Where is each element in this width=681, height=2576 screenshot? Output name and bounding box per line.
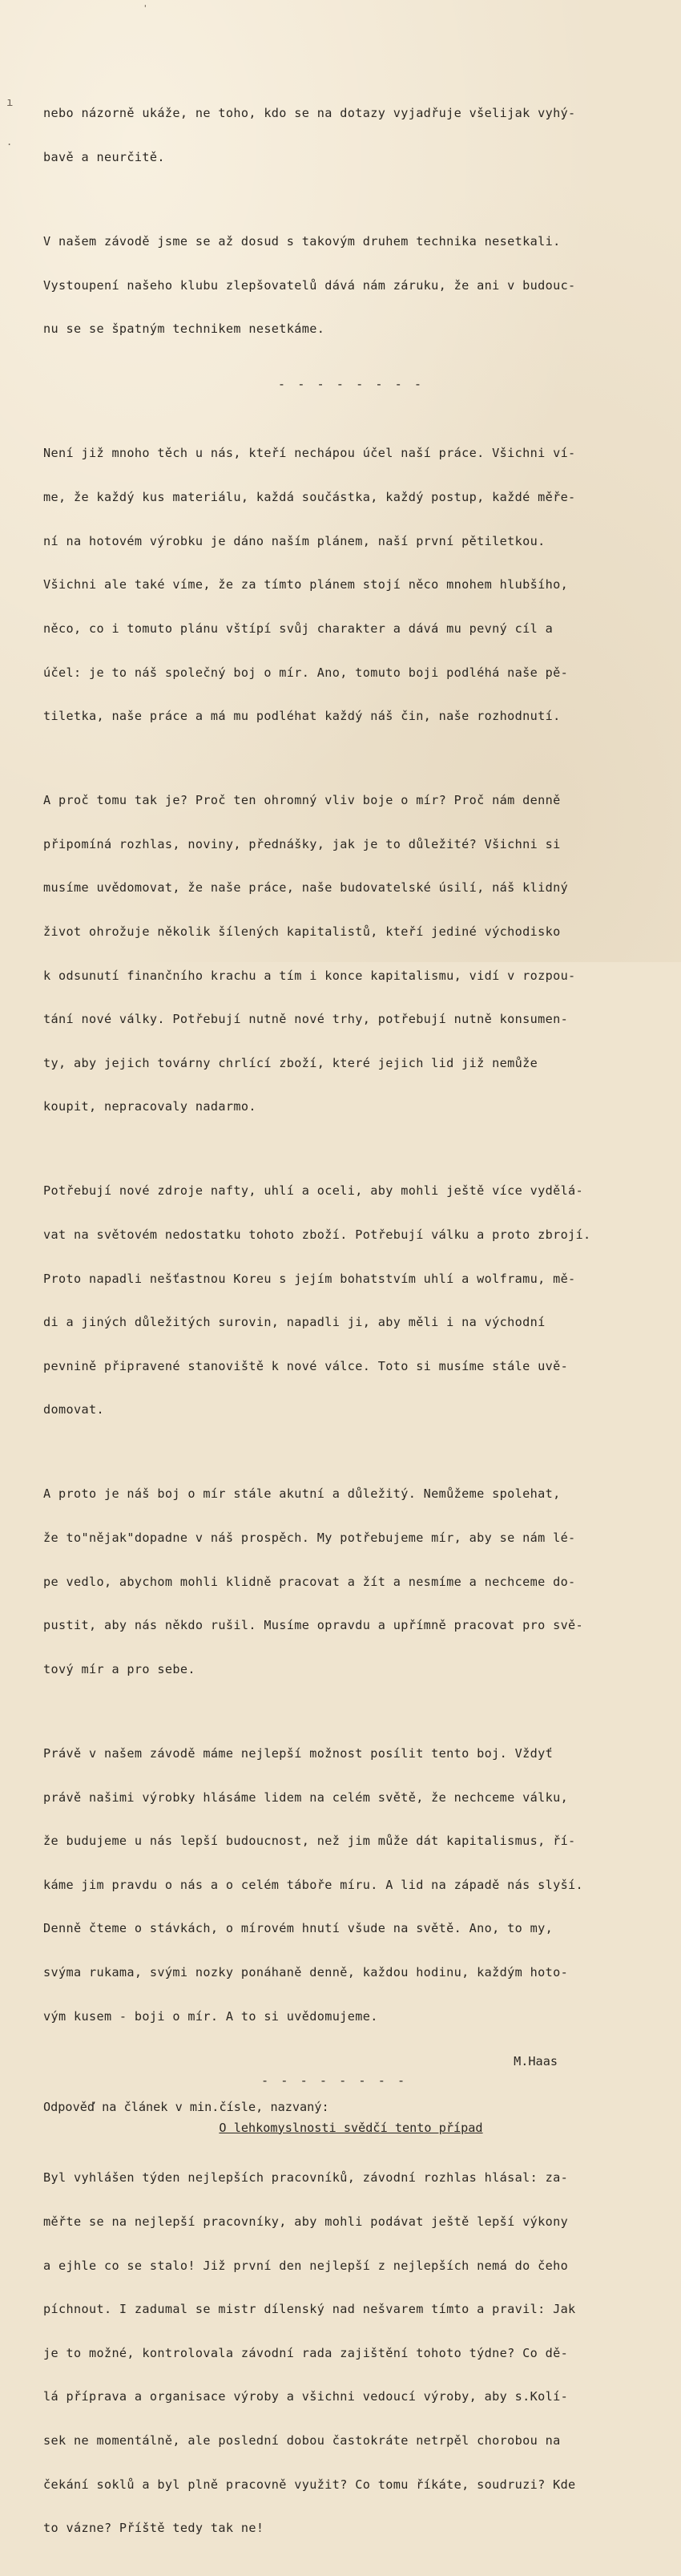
margin-mark: ' <box>143 3 148 14</box>
text-line: V našem závodě jsme se až dosud s takovým druhem technika nesetkali. <box>43 234 561 249</box>
text-line: účel: je to náš společný boj o mír. Ano, tomuto boji podléhá naše pě- <box>43 665 569 680</box>
text-line: di a jiných důležitých surovin, napadli ji, aby měli i na východní <box>43 1315 546 1330</box>
text-line: tání nové války. Potřebují nutně nové trhy, potřebují nutně konsumen- <box>43 1012 569 1027</box>
text-line: čekání soklů a byl plně pracovně využit? Co tomu říkáte, soudruzi? Kde <box>43 2477 576 2492</box>
text-line: měřte se na nejlepší pracovníky, aby mohli podávat ještě lepší výkony <box>43 2214 569 2230</box>
margin-mark: . <box>6 136 13 148</box>
text-line: k odsunutí finančního krachu a tím i konce kapitalismu, vidí v rozpou- <box>43 968 576 983</box>
response-heading: Odpověď na článek v min.čísle, nazvaný: <box>43 2099 329 2114</box>
text-line: ty, aby jejich továrny chrlící zboží, které jejich lid již nemůže <box>43 1055 538 1070</box>
text-line: nu se se špatným technikem nesetkáme. <box>43 321 325 337</box>
section-divider: - - - - - - - - <box>277 376 425 391</box>
text-line: A proto je náš boj o mír stále akutní a důležitý. Nemůžeme spolehat, <box>43 1486 561 1502</box>
text-line: me, že každý kus materiálu, každá součástka, každý postup, každé měře- <box>43 490 576 505</box>
text-line: to vázne? Příště tedy tak ne! <box>43 2521 264 2536</box>
text-line: bavě a neurčitě. <box>43 150 165 165</box>
author-signature: M.Haas <box>514 2054 558 2069</box>
article1-paragraph-1 <box>43 77 659 194</box>
text-line: sek ne momentálně, ale poslední dobou častokráte netrpěl chorobou na <box>43 2433 561 2449</box>
text-line: koupit, nepracovaly nadarmo. <box>43 1099 256 1114</box>
article2-paragraph-3 <box>43 1155 659 1446</box>
text-line: Denně čteme o stávkách, o mírovém hnutí všude na světě. Ano, to my, <box>43 1921 554 1936</box>
text-line: vým kusem - boji o mír. A to si uvědomujeme. <box>43 2008 378 2024</box>
text-line: ní na hotovém výrobku je dáno naším plánem, naší první pětiletkou. <box>43 533 546 548</box>
text-line: nebo názorně ukáže, ne toho, kdo se na dotazy vyjadřuje všelijak vyhý- <box>43 106 576 121</box>
text-line: pevnině připravené stanoviště k nové válce. Toto si musíme stále uvě- <box>43 1358 569 1373</box>
text-line: a ejhle co se stalo! Již první den nejlepší z nejlepších nemá do čeho <box>43 2258 569 2273</box>
text-line: lá příprava a organisace výroby a všichni vedoucí výroby, aby s.Kolí- <box>43 2389 569 2404</box>
text-line: káme jim pravdu o nás a o celém táboře míru. A lid na západě nás slyší. <box>43 1877 584 1892</box>
text-line: že budujeme u nás lepší budoucnost, než jim může dát kapitalismus, ří- <box>43 1834 576 1849</box>
text-line: připomíná rozhlas, noviny, přednášky, jak je to důležité? Všichni si <box>43 836 561 851</box>
section-divider: - - - - - - - - <box>261 2073 408 2089</box>
text-line: něco, co i tomuto plánu vštípí svůj charakter a dává mu pevný cíl a <box>43 621 554 636</box>
text-line: Potřebují nové zdroje nafty, uhlí a oceli, aby mohli ještě více vydělá- <box>43 1183 584 1199</box>
text-line: život ohrožuje několik šílených kapitalistů, kteří jediné východisko <box>43 924 561 939</box>
text-line: tiletka, naše práce a má mu podléhat každý náš čin, naše rozhodnutí. <box>43 709 561 724</box>
text-line: Není již mnoho těch u nás, kteří nechápou účel naší práce. Všichni ví- <box>43 446 576 461</box>
text-line: pe vedlo, abychom mohli klidně pracovat a žít a nesmíme a nechceme do- <box>43 1574 576 1589</box>
article1-paragraph-2 <box>43 205 659 366</box>
article2-paragraph-5 <box>43 1717 659 2053</box>
text-line: pustit, aby nás někdo rušil. Musíme opravdu a upřímně pracovat pro svě- <box>43 1618 584 1633</box>
text-line: Proto napadli nešťastnou Koreu s jejím bohatstvím uhlí a wolframu, mě- <box>43 1271 576 1286</box>
text-line: tový mír a pro sebe. <box>43 1661 195 1676</box>
article2-paragraph-4 <box>43 1458 659 1705</box>
text-line: že to"nějak"dopadne v náš prospěch. My potřebujeme mír, aby se nám lé- <box>43 1531 576 1546</box>
article2-paragraph-2 <box>43 764 659 1143</box>
text-line: vat na světovém nedostatku tohoto zboží. Potřebují válku a proto zbrojí. <box>43 1227 591 1243</box>
margin-mark: ı <box>6 96 14 109</box>
text-line: je to možné, kontrolovala závodní rada zajištění tohoto týdne? Co dě- <box>43 2345 569 2360</box>
article2-paragraph-1 <box>43 417 659 753</box>
response-subtitle: O lehkomyslnosti svědčí tento případ <box>219 2120 483 2135</box>
text-line: A proč tomu tak je? Proč ten ohromný vliv boje o mír? Proč nám denně <box>43 793 561 808</box>
text-line: svýma rukama, svými nozky ponáhaně denně, každou hodinu, každým hoto- <box>43 1964 569 1980</box>
document-page <box>43 77 659 2576</box>
text-line: domovat. <box>43 1402 104 1417</box>
text-line: Vystoupení našeho klubu zlepšovatelů dává nám záruku, že ani v budouc- <box>43 277 576 293</box>
text-line: musíme uvědomovat, že naše práce, naše budovatelské úsilí, náš klidný <box>43 880 569 896</box>
text-line: Právě v našem závodě máme nejlepší možnost posílit tento boj. Vždyť <box>43 1745 554 1761</box>
text-line: Všichni ale také víme, že za tímto plánem stojí něco mnohem hlubšího, <box>43 577 569 592</box>
response-paragraph <box>43 2141 659 2565</box>
text-line: píchnout. I zadumal se mistr dílenský nad nešvarem tímto a pravil: Jak <box>43 2302 576 2317</box>
text-line: právě našimi výrobky hlásáme lidem na celém světě, že nechceme válku, <box>43 1789 569 1805</box>
text-line: Byl vyhlášen týden nejlepších pracovníků, závodní rozhlas hlásal: za- <box>43 2170 569 2186</box>
